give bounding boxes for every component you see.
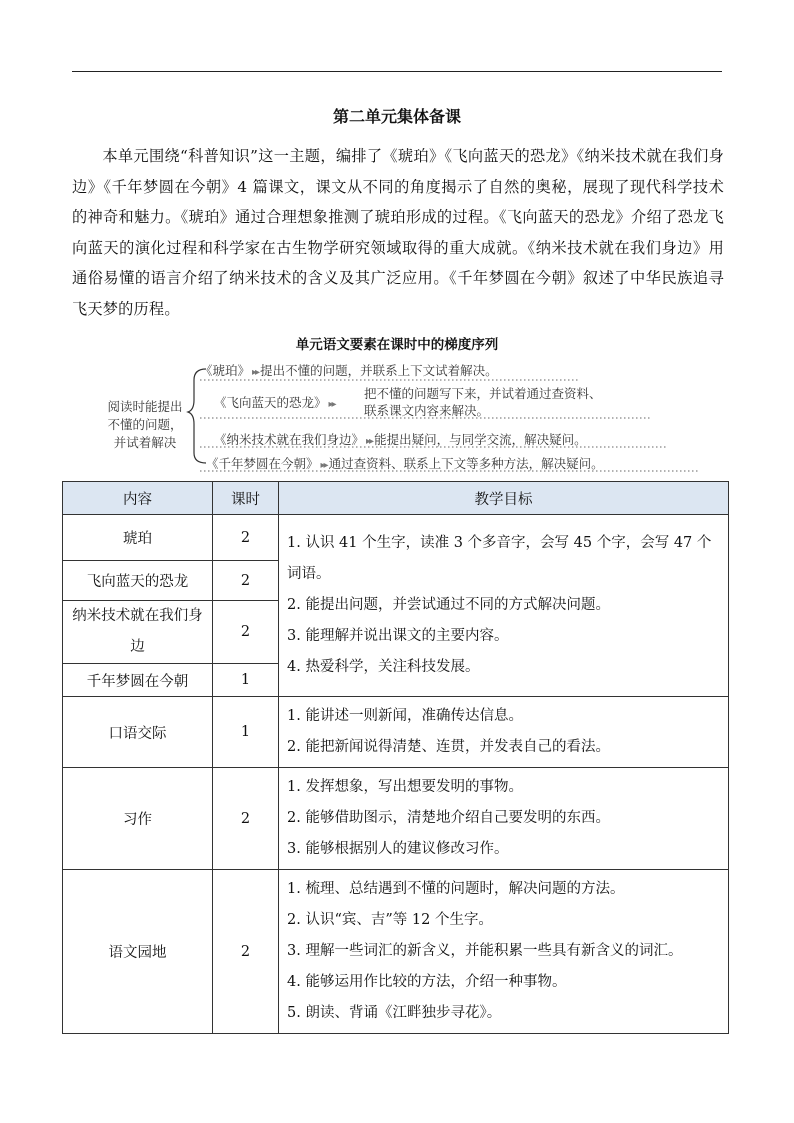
item-text-line-1: 把不懂的问题写下来，并试着通过查资料、 bbox=[364, 386, 602, 401]
item-lesson: 《飞向蓝天的恐龙》 bbox=[214, 395, 327, 410]
goal-item: 4. 热爱科学，关注科技发展。 bbox=[287, 659, 480, 675]
table-row bbox=[63, 768, 729, 870]
arrow-icon: ▸▸ bbox=[252, 367, 259, 378]
diagram-item-4 bbox=[206, 454, 604, 472]
goal-item: 1. 梳理、总结遇到不懂的问题时，解决问题的方法。 bbox=[287, 881, 625, 897]
header-content: 内容 bbox=[63, 482, 213, 515]
arrow-icon: ▸▸ bbox=[320, 460, 327, 471]
goal-item: 2. 认识“宾、吉”等 12 个生字。 bbox=[287, 912, 493, 928]
item-text: 能提出疑问，与同学交流，解决疑问。 bbox=[374, 432, 587, 447]
goal-item: 2. 能把新闻说得清楚、连贯，并发表自己的看法。 bbox=[287, 739, 610, 755]
diagram-left-label bbox=[98, 398, 192, 452]
goal-item: 4. 能够运用作比较的方法，介绍一种事物。 bbox=[287, 974, 567, 990]
table-row bbox=[63, 515, 729, 561]
left-label-line-3: 并试着解决 bbox=[113, 435, 177, 450]
page-title: 第二单元集体备课 bbox=[332, 107, 461, 126]
row-content: 习作 bbox=[63, 768, 213, 870]
row-hours: 1 bbox=[213, 664, 279, 697]
item-text-line-2: 联系课文内容来解决。 bbox=[364, 403, 490, 418]
table-row bbox=[63, 697, 729, 768]
diagram-title: 单元语文要素在课时中的梯度序列 bbox=[295, 337, 499, 353]
row-hours: 2 bbox=[213, 768, 279, 870]
row-hours: 2 bbox=[213, 561, 279, 601]
arrow-icon: ▸▸ bbox=[328, 399, 335, 410]
table-header-row bbox=[63, 482, 729, 515]
item-lesson: 《琥珀》 bbox=[200, 363, 251, 378]
goal-item: 1. 发挥想象，写出想要发明的事物。 bbox=[287, 779, 523, 795]
goals-garden-cell bbox=[279, 870, 729, 1034]
arrow-icon: ▸▸ bbox=[366, 436, 373, 447]
item-text: 通过查资料、联系上下文等多种方法，解决疑问。 bbox=[328, 456, 604, 471]
table-row bbox=[63, 870, 729, 1034]
goal-item: 3. 能够根据别人的建议修改习作。 bbox=[287, 841, 509, 857]
left-label-line-2: 不懂的问题， bbox=[107, 417, 183, 432]
goal-item: 2. 能提出问题，并尝试通过不同的方式解决问题。 bbox=[287, 597, 610, 613]
row-content: 纳米技术就在我们身边 bbox=[63, 601, 213, 664]
row-content: 琥珀 bbox=[63, 515, 213, 561]
goal-item: 1. 认识 41 个生字，读准 3 个多音字，会写 45 个字，会写 47 个词语。 bbox=[287, 535, 712, 582]
diagram-item-1 bbox=[200, 361, 498, 379]
row-content: 飞向蓝天的恐龙 bbox=[63, 561, 213, 601]
left-label-line-1: 阅读时能提出 bbox=[107, 399, 183, 414]
header-goals: 教学目标 bbox=[279, 482, 729, 515]
goal-item: 1. 能讲述一则新闻，准确传达信息。 bbox=[287, 708, 523, 724]
goals-writing-cell bbox=[279, 768, 729, 870]
row-content: 语文园地 bbox=[63, 870, 213, 1034]
goals-reading-cell bbox=[279, 515, 729, 697]
goal-item: 5. 朗读、背诵《江畔独步寻花》。 bbox=[287, 1005, 502, 1021]
header-hours: 课时 bbox=[213, 482, 279, 515]
row-hours: 2 bbox=[213, 870, 279, 1034]
goal-item: 3. 理解一些词汇的新含义，并能积累一些具有新含义的词汇。 bbox=[287, 943, 683, 959]
row-hours: 1 bbox=[213, 697, 279, 768]
item-lesson: 《千年梦圆在今朝》 bbox=[206, 456, 319, 471]
goal-item: 3. 能理解并说出课文的主要内容。 bbox=[287, 628, 509, 644]
row-content: 口语交际 bbox=[63, 697, 213, 768]
diagram-item-3 bbox=[214, 430, 587, 448]
teaching-plan-table bbox=[62, 481, 729, 1034]
row-hours: 2 bbox=[213, 515, 279, 561]
item-lesson: 《纳米技术就在我们身边》 bbox=[214, 432, 365, 447]
item-text: 提出不懂的问题，并联系上下文试着解决。 bbox=[260, 363, 498, 378]
row-content: 千年梦圆在今朝 bbox=[63, 664, 213, 697]
row-hours: 2 bbox=[213, 601, 279, 664]
goal-item: 2. 能够借助图示，清楚地介绍自己要发明的东西。 bbox=[287, 810, 610, 826]
goals-oral-cell bbox=[279, 697, 729, 768]
intro-paragraph: 本单元围绕“科普知识”这一主题，编排了《琥珀》《飞向蓝天的恐龙》《纳米技术就在我们身边》《千年梦圆在今朝》4 篇课文，课文从不同的角度揭示了自然的奥秘，展现了现代科学技术的神奇和魅力。《琥珀》通过合理想象推测了琥珀形成的过程。《飞向蓝天的恐龙》介绍了恐龙飞向蓝天的演化过程和科学家在古生物学研究领域取得的重大成就。《纳米技术就在我们身边》用通俗易懂的语言介绍了纳米技术的含义及其广泛应用。《千年梦圆在今朝》叙述了中华民族追寻飞天梦的历程。 bbox=[72, 147, 724, 318]
